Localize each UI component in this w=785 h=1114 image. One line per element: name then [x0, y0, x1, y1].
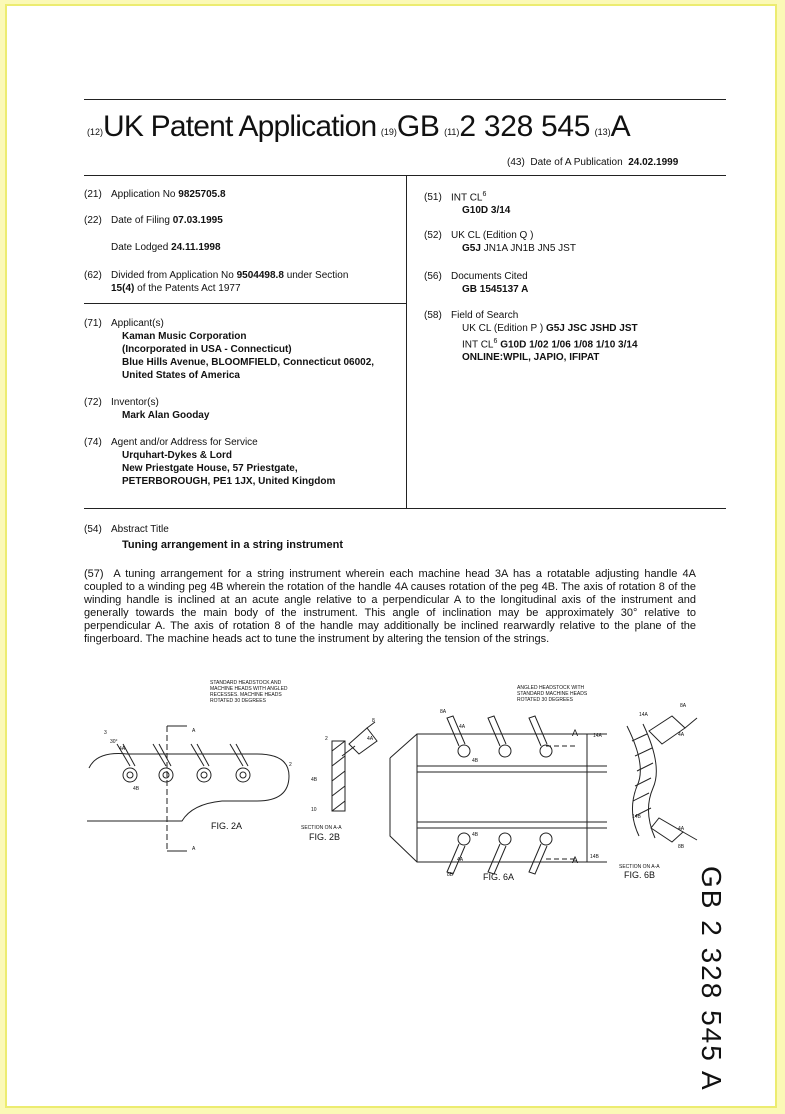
ref-8: 8: [372, 718, 375, 724]
publication-number: 2 328 545: [459, 110, 591, 143]
fig-6b-label: FIG. 6B: [624, 870, 656, 880]
ref-4b-6a-bottom: 4B: [472, 832, 479, 838]
fig-6b-section: SECTION ON A-A: [619, 864, 660, 870]
ref-4b-left: 4B: [133, 786, 140, 792]
inventor: (72) Inventor(s) Mark Alan Gooday: [84, 397, 210, 421]
ref-10: 10: [311, 807, 317, 813]
field-of-search: (58) Field of Search UK CL (Edition P ) G5J JSC JSHD JST INT $CL^6$ G10D 1/02 1/06 1/08 1/10 3/14 ONLINE:WPIL, JAPIO, IFIPAT: [424, 310, 638, 364]
fig-2a-label: FIG. 2A: [211, 821, 243, 831]
ref-2-2b: 2: [325, 736, 328, 742]
ref-8a-6b: 8A: [680, 703, 687, 709]
date-lodged: Date Lodged 24.11.1998: [111, 242, 221, 253]
int-cl: (51) INT $CL^6$ G10D 3/14: [424, 191, 511, 217]
ref-4a-2b: 4A: [367, 736, 374, 742]
ref-a-2a-bottom: A: [192, 846, 196, 852]
filing-date: (22) Date of Filing 07.03.1995: [84, 215, 223, 226]
publication-date-line: (43) Date of A Publication 24.02.1999: [507, 157, 679, 168]
code-12: (12): [87, 127, 104, 137]
ref-a-2a-top: A: [192, 728, 196, 734]
ref-2: 2: [289, 762, 292, 768]
code-13: (13): [594, 127, 611, 137]
ref-4a-6a-bottom: 4A: [457, 857, 464, 863]
publication-date: 24.02.1999: [628, 157, 679, 168]
divided-from: (62) Divided from Application No 9504498.8 under Section 15(4) of the Patents Act 1977: [84, 270, 349, 294]
ref-4b-2b: 4B: [311, 777, 318, 783]
ref-8b-6b: 8B: [678, 844, 685, 850]
abstract-title-block: (54) Abstract Title Tuning arrangement in a string instrument: [84, 524, 344, 551]
code-11: (11): [444, 127, 460, 137]
ref-8b-6a: 8B: [447, 872, 454, 878]
side-publication-id: GB 2 328 545 A: [696, 866, 727, 1092]
documents-cited: (56) Documents Cited GB 1545137 A: [424, 271, 529, 295]
code-19: (19): [380, 127, 397, 137]
agent: (74) Agent and/or Address for Service Urquhart-Dykes & Lord New Priestgate House, 57 Priestgate, PETERBOROUGH, PE1 1JX, United Kingdom: [84, 437, 336, 487]
application-number: (21) Application No 9825705.8: [84, 189, 226, 200]
fig-6a-label: FIG. 6A: [483, 872, 515, 882]
note-right: ANGLED HEADSTOCK WITH STANDARD MACHINE HEADS ROTATED 30 DEGREES: [517, 685, 588, 703]
fig-2b-label: FIG. 2B: [309, 832, 341, 842]
kind-code: A: [610, 110, 631, 143]
ref-30deg: 30°: [110, 739, 118, 745]
ref-4a-left: 4A: [119, 746, 126, 752]
ref-4a-6b-bottom: 4A: [678, 826, 685, 832]
ref-a-6a-top: A: [572, 728, 579, 738]
ref-3: 3: [104, 730, 107, 736]
abstract-title: Tuning arrangement in a string instrument: [122, 539, 344, 551]
note-left: STANDARD HEADSTOCK AND MACHINE HEADS WITH ANGLED RECESSES. MACHINE HEADS ROTATED 30 DEGREES: [210, 680, 288, 704]
ref-1a: 14A: [639, 712, 648, 718]
doc-type: UK Patent Application: [103, 110, 377, 143]
ref-14b-6b: 14B: [632, 814, 641, 820]
fig-2b-section: SECTION ON A-A: [301, 825, 342, 831]
abstract-body: (57) A tuning arrangement for a string instrument wherein each machine head 3A has a rotatable adjusting handle 4A coupled to a winding peg 4B wherein the rotation of the handle 4A causes rotation of the peg 4B. The axis of rotation 8 of the winding handle is inclined at an acute angle relative to a perpendicular A to the longitudinal axis of the instrument and generally towards the main body of the instrument. This angle of inclination may be approximately 30° relative to perpendicular A. The axis of rotation 8 of the handle may additionally be inclined rearwardly relative to the plane of the fingerboard. The machine heads act to tune the instrument by altering the tension of the strings.: [84, 568, 696, 645]
ref-4a-6a: 4A: [459, 724, 466, 730]
ref-8a-6a: 8A: [440, 709, 447, 715]
abstract-text: A tuning arrangement for a string instrument wherein each machine head 3A has a rotatable adjusting handle 4A coupled to a winding peg 4B wherein the rotation of the handle 4A causes rotation of the peg 4B. The axis of rotation 8 of the winding handle is inclined at an acute angle relative to a perpendicular A to the longitudinal axis of the instrument and generally towards the main body of the instrument. This angle of inclination may be approximately 30° relative to perpendicular A. The axis of rotation 8 of the handle may additionally be inclined rearwardly relative to the plane of the fingerboard. The machine heads act to tune the instrument by altering the tension of the strings.: [84, 568, 696, 645]
uk-cl: (52) UK CL (Edition Q ) G5J JN1A JN1B JN5 JST: [424, 230, 576, 254]
ref-14b: 14B: [590, 854, 599, 860]
ref-4b-6a: 4B: [472, 758, 479, 764]
patent-page: [5, 4, 777, 1108]
ref-4a-6b: 4A: [678, 732, 685, 738]
applicant: (71) Applicant(s) Kaman Music Corporation (Incorporated in USA - Connecticut) Blue Hills Avenue, BLOOMFIELD, Connecticut 06002, United States of America: [84, 318, 375, 381]
country-code: GB: [396, 110, 440, 143]
ref-14a: 14A: [593, 733, 602, 739]
ref-a-6a-bottom: A: [572, 855, 579, 865]
fig-2a-drawing: [7, 6, 777, 1106]
